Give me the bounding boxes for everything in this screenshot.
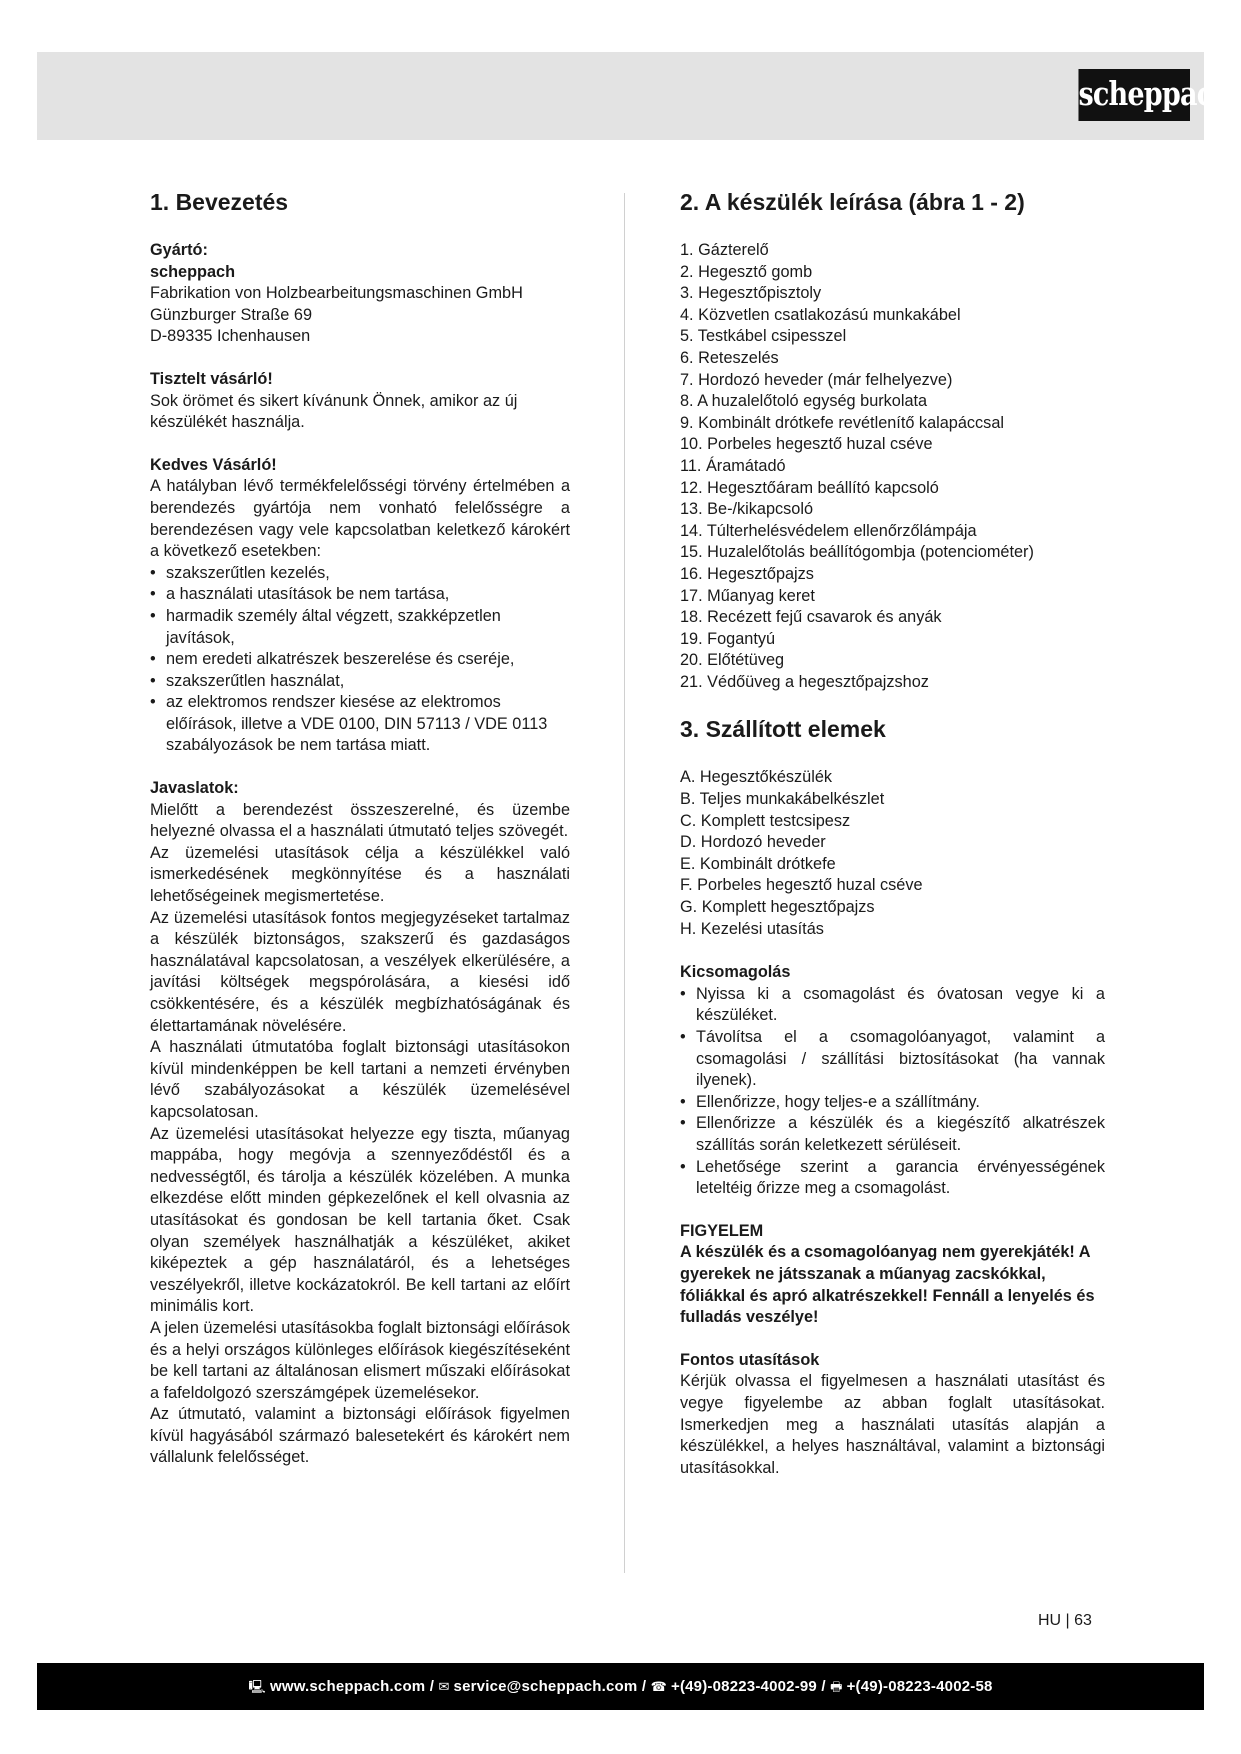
part-item: 19. Fogantyú: [680, 629, 776, 648]
recommendations-paragraph: A jelen üzemelési utasításokba foglalt biztonsági előírások és a helyi országos különleges előírások kiegészítéseként be kell tartani az általánosan elismert műszaki előírásokat a fafeldolgozó szerszámgépek üzemelésekor.: [150, 1318, 570, 1402]
part-item: 8. A huzalelőtoló egység burkolata: [680, 392, 928, 411]
delivered-item: G. Komplett hegesztőpajzs: [680, 898, 875, 917]
manufacturer-name: scheppach: [150, 262, 236, 281]
liability-intro: A hatályban lévő termékfelelősségi törvény értelmében a berendezés gyártója nem vonható felelősségre a berendezésen vagy vele kapcsolatban keletkező károkért a következő esetekben:: [150, 477, 570, 561]
part-item: 14. Túlterhelésvédelem ellenőrzőlámpája: [680, 521, 977, 540]
footer-fax: +(49)-08223-4002-58: [846, 1678, 993, 1695]
liability-block: [150, 455, 570, 757]
manufacturer-line: Günzburger Straße 69: [150, 305, 312, 324]
part-item: 7. Hordozó heveder (már felhelyezve): [680, 370, 953, 389]
recommendations-heading: Javaslatok:: [150, 779, 239, 798]
warning-block: [680, 1221, 1105, 1329]
manufacturer-block: [150, 240, 570, 348]
part-item: 12. Hegesztőáram beállító kapcsoló: [680, 478, 939, 497]
computer-icon: 🖳: [248, 1679, 266, 1694]
recommendations-paragraph: Az üzemelési utasítások célja a készülékkel való ismerkedésének megkönnyítése és a használati lehetőségeinek megismertetése.: [150, 843, 570, 906]
unpacking-list: [680, 984, 1105, 1200]
greeting-block: [150, 369, 570, 434]
recommendations-paragraph: Mielőtt a berendezést összeszerelné, és üzembe helyezné olvassa el a használati útmutató teljes szövegét.: [150, 800, 570, 841]
delivered-item: F. Porbeles hegesztő huzal cséve: [680, 876, 923, 895]
unpacking-block: [680, 962, 1105, 1200]
delivered-item: E. Kombinált drótkefe: [680, 854, 836, 873]
recommendations-block: [150, 778, 570, 1469]
left-column: [150, 180, 570, 1490]
part-item: 15. Huzalelőtolás beállítógombja (potenciométer): [680, 543, 1034, 562]
manufacturer-line: D-89335 Ichenhausen: [150, 327, 311, 346]
part-item: 3. Hegesztőpisztoly: [680, 284, 822, 303]
page-number: HU | 63: [1038, 1612, 1092, 1629]
part-item: 5. Testkábel csipesszel: [680, 327, 847, 346]
greeting-heading: Tisztelt vásárló!: [150, 369, 273, 388]
right-column: [680, 180, 1105, 1500]
important-heading: Fontos utasítások: [680, 1350, 820, 1369]
manufacturer-label: Gyártó:: [150, 241, 208, 259]
list-item: • szakszerűtlen használat,: [150, 671, 570, 693]
greeting-text: Sok örömet és sikert kívánunk Önnek, amikor az új készülékét használja.: [150, 391, 518, 432]
fax-icon: 🖶: [830, 1679, 843, 1694]
header-band: [37, 52, 1232, 140]
parts-list: [680, 240, 1105, 693]
part-item: 6. Reteszelés: [680, 348, 779, 367]
column-divider: [624, 193, 625, 1573]
list-item: • nem eredeti alkatrészek beszerelése és cseréje,: [150, 649, 570, 671]
liability-list: [150, 563, 570, 757]
delivered-item: C. Komplett testcsipesz: [680, 811, 851, 830]
warning-text: A készülék és a csomagolóanyag nem gyerekjáték! A gyerekek ne játsszanak a műanyag zacskókkal, fóliákkal és apró alkatrészekkel! Fennáll a lenyelés és fulladás veszélye!: [680, 1243, 1095, 1327]
list-item: • Távolítsa el a csomagolóanyagot, valamint a csomagolási / szállítási biztosításokat (ha vannak ilyenek).: [680, 1027, 1105, 1092]
recommendations-paragraph: Az üzemelési utasítások fontos megjegyzéseket tartalmaz a készülék biztonságos, szakszerű és gazdaságos használatával kapcsolatosan, a veszélyek elkerülésére, a javítási költségek megspórolására, a kiesési idő csökkentésére, és a készülék megbízhatóságának és élettartamának növelésére.: [150, 908, 570, 1035]
list-item: • Ellenőrizze, hogy teljes-e a szállítmány.: [680, 1092, 1105, 1114]
part-item: 16. Hegesztőpajzs: [680, 564, 814, 583]
part-item: 18. Recézett fejű csavarok és anyák: [680, 608, 942, 627]
section-title-device-description: 2. A készülék leírása (ábra 1 - 2): [680, 189, 1025, 215]
section-title-delivered-items: 3. Szállított elemek: [680, 716, 886, 743]
warning-heading: FIGYELEM: [680, 1221, 764, 1240]
footer-bar: [37, 1663, 1204, 1710]
delivered-item: D. Hordozó heveder: [680, 833, 826, 852]
delivered-item: B. Teljes munkakábelkészlet: [680, 790, 885, 809]
part-item: 10. Porbeles hegesztő huzal cséve: [680, 435, 933, 454]
mail-icon: ✉: [438, 1679, 450, 1694]
unpacking-heading: Kicsomagolás: [680, 963, 791, 982]
footer-phone: +(49)-08223-4002-99 /: [670, 1678, 826, 1695]
list-item: • Nyissa ki a csomagolást és óvatosan vegye ki a készüléket.: [680, 984, 1105, 1027]
list-item: • Ellenőrizze a készülék és a kiegészítő alkatrészek szállítás során keletkezett sérüléseit.: [680, 1113, 1105, 1156]
list-item: • Lehetősége szerint a garancia érvényességének leteltéig őrizze meg a csomagolást.: [680, 1157, 1105, 1200]
part-item: 2. Hegesztő gomb: [680, 262, 813, 281]
section-title-introduction: 1. Bevezetés: [150, 189, 289, 215]
manufacturer-line: Fabrikation von Holzbearbeitungsmaschinen GmbH: [150, 284, 523, 303]
delivered-item: H. Kezelési utasítás: [680, 919, 824, 938]
recommendations-paragraph: Az útmutató, valamint a biztonsági előírások figyelmen kívül hagyásából származó balesetekért és károkért nem vállalunk felelősséget.: [150, 1405, 570, 1467]
list-item: • szakszerűtlen kezelés,: [150, 563, 570, 585]
list-item: • harmadik személy által végzett, szakképzetlen javítások,: [150, 606, 570, 649]
recommendations-paragraph: A használati útmutatóba foglalt biztonsági utasításokon kívül mindenképpen be kell tartani a nemzeti érvényben lévő szabályozásokat a készülék üzemelésével kapcsolatosan.: [150, 1038, 570, 1121]
part-item: 21. Védőüveg a hegesztőpajzshoz: [680, 672, 929, 691]
part-item: 20. Előtétüveg: [680, 651, 785, 670]
part-item: 4. Közvetlen csatlakozású munkakábel: [680, 305, 961, 324]
list-item: • az elektromos rendszer kiesése az elektromos előírások, illetve a VDE 0100, DIN 57113 / VDE 0113 szabályozások be nem tartása miatt.: [150, 692, 570, 757]
part-item: 17. Műanyag keret: [680, 586, 815, 605]
part-item: 13. Be-/kikapcsoló: [680, 500, 814, 519]
liability-heading: Kedves Vásárló!: [150, 455, 277, 474]
footer-email[interactable]: service@scheppach.com /: [453, 1678, 647, 1695]
part-item: 1. Gázterelő: [680, 241, 769, 259]
recommendations-paragraph: Az üzemelési utasításokat helyezze egy tiszta, műanyag mappába, hogy megóvja a szennyeződéstől és a nedvességtől, és tárolja a készülék közelében. A munka elkezdése előtt minden gépkezelőnek el kell olvasnia az utasításokat és gondosan be kell tartania őket. Csak olyan személyek használhatják a készüléket, akiket kiképeztek a gép használatáról, és a lehetséges veszélyekről, illetve kockázatokról. Be kell tartani az előírt minimális kort.: [150, 1124, 570, 1316]
list-item: • a használati utasítások be nem tartása,: [150, 584, 570, 606]
delivered-item: A. Hegesztőkészülék: [680, 768, 833, 787]
important-text: Kérjük olvassa el figyelmesen a használati utasítást és vegye figyelembe az abban foglalt utasításokat. Ismerkedjen meg a használati utasítás alapján a készülékkel, a helyes használtával, valamint a biztonsági utasításokkal.: [680, 1372, 1105, 1477]
part-item: 11. Áramátadó: [680, 456, 786, 475]
phone-icon: ☎: [650, 1679, 667, 1694]
part-item: 9. Kombinált drótkefe revétlenítő kalapáccsal: [680, 413, 1004, 432]
footer-website[interactable]: www.scheppach.com /: [269, 1678, 435, 1695]
delivered-list: [680, 767, 1105, 940]
scheppach-logo: scheppach: [1078, 69, 1190, 121]
important-block: [680, 1350, 1105, 1480]
